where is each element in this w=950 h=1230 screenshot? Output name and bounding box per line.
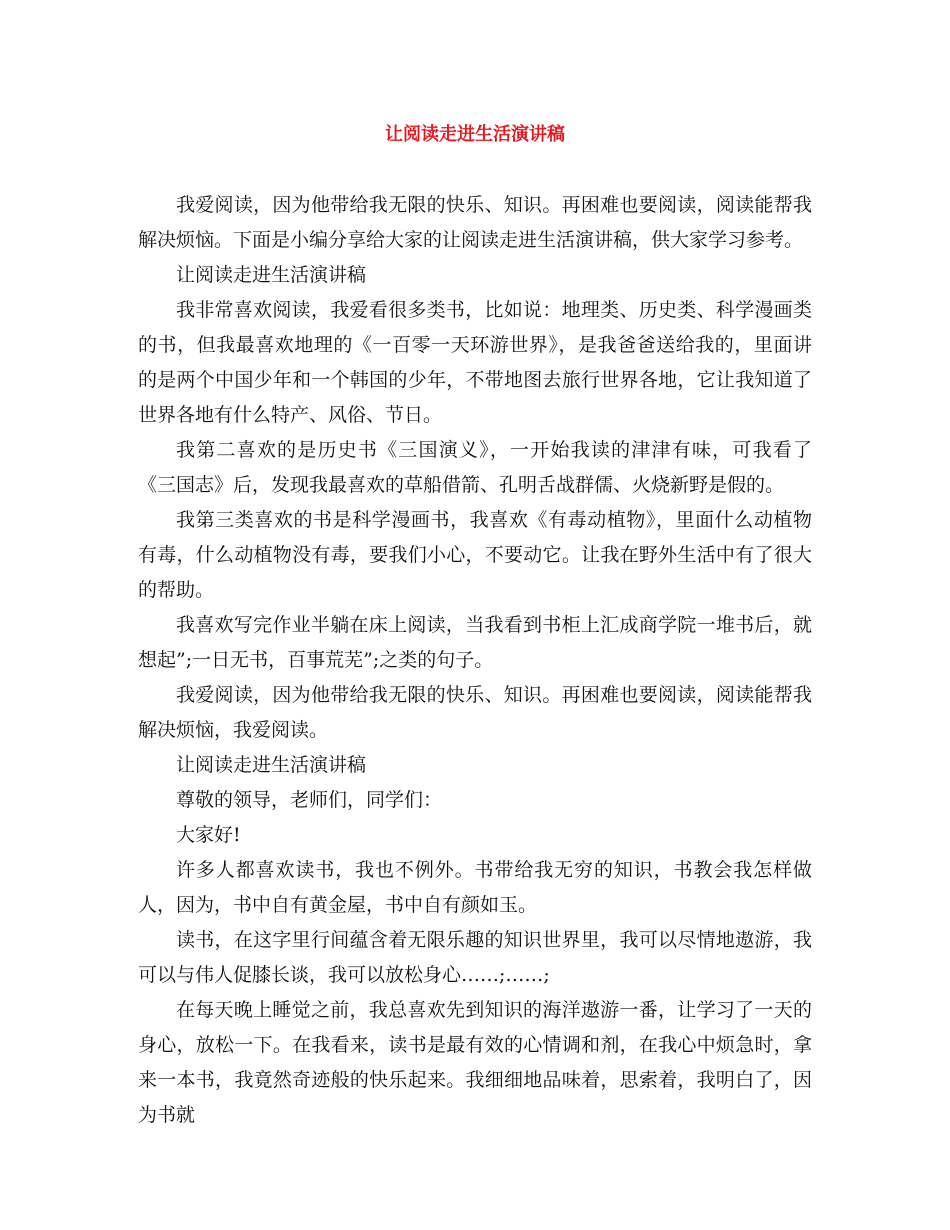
- paragraph-heading-1: 让阅读走进生活演讲稿: [176, 264, 367, 286]
- paragraph: 在每天晚上睡觉之前，我总喜欢先到知识的海洋遨游一番，让学习了一天的身心，放松一下。在我看来，读书是最有效的心情调和剂，在我心中烦急时，拿来一本书，我竟然奇迹般的快乐起来。我细细地品味着，思索着，我明白了，因为书就: [138, 999, 812, 1126]
- paragraph: 我爱阅读，因为他带给我无限的快乐、知识。再困难也要阅读，阅读能帮我解决烦恼，我爱阅读。: [138, 684, 812, 741]
- paragraph: 我非常喜欢阅读，我爱看很多类书，比如说：地理类、历史类、科学漫画类的书，但我最喜欢地理的《一百零一天环游世界》，是我爸爸送给我的，里面讲的是两个中国少年和一个韩国的少年，不带地图去旅行世界各地，它让我知道了世界各地有什么特产、风俗、节日。: [138, 299, 812, 426]
- paragraph-heading-2: 让阅读走进生活演讲稿: [176, 754, 367, 776]
- document-title: 让阅读走进生活演讲稿: [385, 124, 565, 145]
- document-body: [138, 188, 812, 1133]
- paragraph: 许多人都喜欢读书，我也不例外。书带给我无穷的知识，书教会我怎样做人，因为，书中自有黄金屋，书中自有颜如玉。: [138, 859, 812, 916]
- paragraph-salutation: 尊敬的领导，老师们，同学们：: [176, 789, 443, 811]
- paragraph: 我第二喜欢的是历史书《三国演义》，一开始我读的津津有味，可我看了《三国志》后，发现我最喜欢的草船借箭、孔明舌战群儒、火烧新野是假的。: [138, 439, 812, 496]
- paragraph-greeting: 大家好!: [176, 824, 241, 846]
- paragraph: 我喜欢写完作业半躺在床上阅读，当我看到书柜上汇成商学院一堆书后，就想起”;一日无书，百事荒芜”;之类的句子。: [138, 614, 812, 671]
- paragraph-intro: 我爱阅读，因为他带给我无限的快乐、知识。再困难也要阅读，阅读能帮我解决烦恼。下面是小编分享给大家的让阅读走进生活演讲稿，供大家学习参考。: [138, 194, 812, 251]
- paragraph: 我第三类喜欢的书是科学漫画书，我喜欢《有毒动植物》，里面什么动植物有毒，什么动植物没有毒，要我们小心，不要动它。让我在野外生活中有了很大的帮助。: [138, 509, 812, 601]
- paragraph: 读书，在这字里行间蕴含着无限乐趣的知识世界里，我可以尽情地遨游，我可以与伟人促膝长谈，我可以放松身心……;……;: [138, 929, 812, 986]
